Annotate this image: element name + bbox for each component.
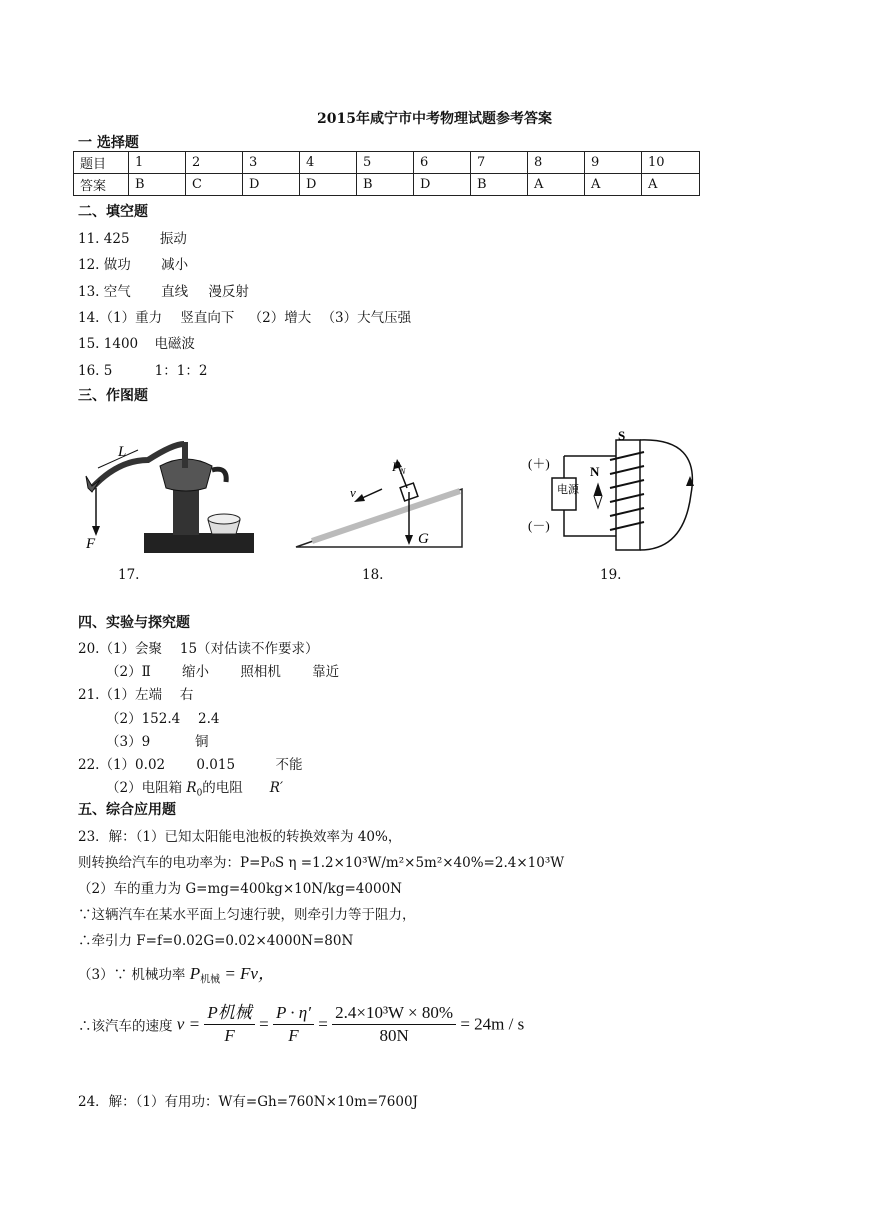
answer-text: 做功 (103, 257, 131, 273)
answer-21-2: （2）152.4 2.4 (106, 711, 220, 727)
section-choice-heading: 一 选择题 (78, 135, 139, 151)
table-cell: 3 (243, 152, 300, 174)
section-experiment-heading: 四、实验与探究题 (78, 615, 190, 631)
answer-21-3: （3）9 铜 (106, 734, 209, 750)
fill-answer-14 (78, 306, 411, 326)
fraction-numerator: P机械 (204, 1002, 254, 1025)
pump-spout (212, 469, 226, 482)
section-drawing-heading: 三、作图题 (78, 388, 148, 404)
table-cell: 2 (186, 152, 243, 174)
label-N: N (590, 464, 600, 479)
answer-text: 漫反射 (208, 284, 249, 300)
fraction-numeric (332, 1002, 456, 1047)
fraction-denominator: 80N (379, 1026, 409, 1045)
label-G: G (418, 531, 429, 547)
answer-20-2: （2）Ⅱ 缩小 照相机 靠近 (106, 664, 340, 680)
fraction-denominator: F (288, 1026, 299, 1045)
resistor-prime-symbol: R′ (269, 780, 284, 796)
table-cell: B (471, 174, 528, 196)
answer-text: （1）重力 (99, 310, 163, 326)
answer-text: 空气 (103, 284, 131, 300)
fill-answer-15 (78, 332, 195, 352)
fraction-denominator: F (224, 1026, 235, 1045)
figure-18-incline (294, 455, 474, 555)
table-cell: 8 (528, 152, 585, 174)
answer-text: 425 (103, 231, 130, 247)
answer-text: 电磁波 (154, 336, 195, 352)
label-plus: (＋) (528, 456, 550, 471)
solution-23-line6 (78, 959, 275, 986)
question-number: 15. (78, 336, 100, 352)
answer-text: 直线 (161, 284, 189, 300)
answer-text: 1400 (103, 336, 139, 352)
velocity-symbol: v = (176, 1014, 201, 1034)
resistor-subscript: 0 (196, 788, 203, 799)
fill-answer-13 (78, 280, 249, 300)
pump-cylinder (173, 490, 199, 535)
question-number: 12. (78, 257, 100, 273)
table-cell: 10 (642, 152, 700, 174)
figure-19-caption: 19. (600, 567, 622, 583)
fraction-power-over-force (204, 1002, 254, 1047)
force-arrow-head (92, 526, 100, 536)
answer-22-2 (106, 776, 283, 799)
table-header-cell: 题目 (74, 152, 129, 174)
table-cell: A (585, 174, 642, 196)
section-applied-heading: 五、综合应用题 (78, 802, 176, 818)
question-number: 11. (78, 231, 100, 247)
solution-23-line2: 则转换给汽车的电功率为：P=P₀S η =1.2×10³W/m²×5m²×40%=2.4×10³W (78, 855, 565, 871)
fraction-numerator: P · η′ (273, 1002, 314, 1025)
table-header-cell: 答案 (74, 174, 129, 196)
question-number: 13. (78, 284, 100, 300)
answer-text: 振动 (159, 231, 187, 247)
section-fill-heading: 二、填空题 (78, 204, 148, 220)
table-row-numbers (74, 152, 700, 174)
answer-20-1: 20.（1）会聚 15（对估读不作要求） (78, 641, 319, 657)
answer-text: （2）电阻箱 (106, 780, 187, 796)
figure-18-caption: 18. (362, 567, 384, 583)
table-cell: 4 (300, 152, 357, 174)
question-number: 14. (78, 310, 100, 326)
formula-text: = Fv， (220, 964, 275, 983)
answer-text: （2）增大 (248, 310, 312, 326)
figure-19-electromagnet (526, 428, 696, 563)
label-F: F (86, 536, 96, 552)
answer-text: 的电阻 (202, 780, 270, 796)
answer-text: ∴该汽车的速度 (78, 1018, 173, 1035)
table-cell: 9 (585, 152, 642, 174)
table-cell: B (357, 174, 414, 196)
table-cell: 5 (357, 152, 414, 174)
table-cell: A (642, 174, 700, 196)
fraction-numerator: 2.4×10³W × 80% (332, 1002, 456, 1025)
fraction-efficiency (273, 1002, 314, 1047)
label-L: L (118, 444, 127, 460)
table-cell: 1 (129, 152, 186, 174)
field-line (640, 440, 692, 550)
label-S: S (618, 428, 626, 443)
figure-17-caption: 17. (118, 567, 140, 583)
answer-text: （3）大气压强 (321, 310, 412, 326)
table-cell: D (300, 174, 357, 196)
solution-23-line3: （2）车的重力为 G=mg=400kg×10N/kg=4000N (78, 881, 402, 897)
table-cell: 7 (471, 152, 528, 174)
power-label: 电源 (557, 484, 579, 496)
bucket-rim (208, 514, 240, 524)
label-minus: (－) (528, 518, 550, 533)
answer-text: （3）∵ 机械功率 (78, 967, 186, 983)
answer-text: 竖直向下 (180, 310, 235, 326)
answer-text: 5 (103, 363, 113, 379)
solution-23-line4: ∵这辆汽车在某水平面上匀速行驶，则牵引力等于阻力， (78, 907, 416, 923)
label-v: v (350, 485, 356, 500)
table-cell: A (528, 174, 585, 196)
table-row-answers (74, 174, 700, 196)
equals-sign: = (318, 1014, 328, 1034)
answer-text: 减小 (161, 257, 189, 273)
equals-sign: = (259, 1014, 269, 1034)
power-subscript: 机械 (200, 974, 221, 986)
solution-23-velocity (78, 1002, 524, 1047)
wire-left-bottom (564, 510, 616, 536)
figure-17-pump (78, 430, 258, 560)
solution-23-line5: ∴牵引力 F=f=0.02G=0.02×4000N=80N (78, 933, 354, 949)
compass-needle-north (594, 484, 602, 496)
solution-23-line1: 23．解：（1）已知太阳能电池板的转换效率为 40%， (78, 829, 402, 845)
pump-base (144, 533, 254, 553)
table-cell: B (129, 174, 186, 196)
answer-22-1: 22.（1）0.02 0.015 不能 (78, 757, 303, 773)
answer-text: 1：1：2 (154, 363, 208, 379)
table-cell: D (243, 174, 300, 196)
choice-answer-table (73, 151, 700, 196)
resistor-symbol: R (186, 780, 197, 796)
power-symbol: P (189, 964, 201, 983)
velocity-result: = 24m / s (460, 1014, 525, 1034)
fill-answer-16 (78, 359, 207, 379)
fill-answer-12 (78, 253, 188, 273)
solution-24-line1: 24．解：（1）有用功：W有=Gh=760N×10m=7600J (78, 1094, 418, 1110)
table-cell: D (414, 174, 471, 196)
page-title: 2015年咸宁市中考物理试题参考答案 (317, 111, 552, 127)
fill-answer-11 (78, 227, 187, 247)
answer-21-1: 21.（1）左端 右 (78, 687, 194, 703)
table-cell: 6 (414, 152, 471, 174)
table-cell: C (186, 174, 243, 196)
label-FN: $F_N$ (392, 459, 406, 476)
question-number: 16. (78, 363, 100, 379)
